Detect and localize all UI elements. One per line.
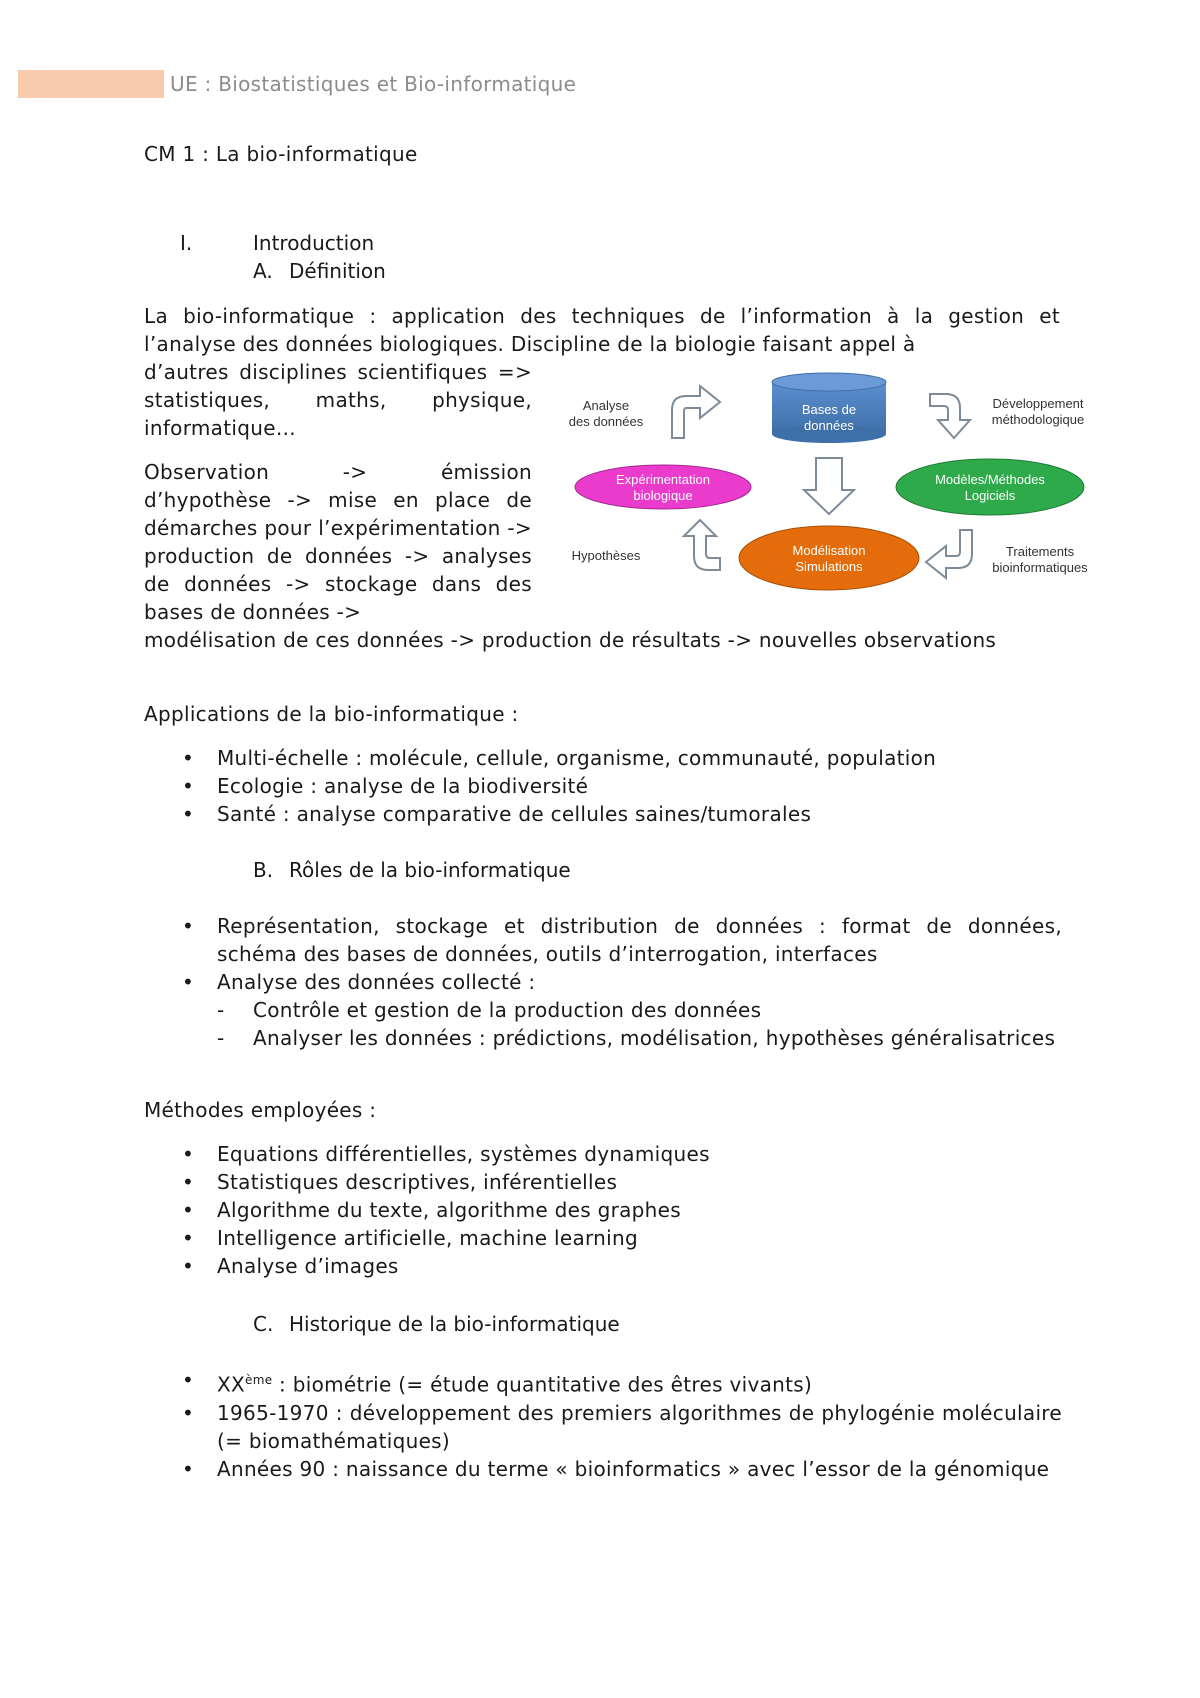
diagram-label-traitements-2: bioinformatiques: [992, 560, 1088, 575]
applications-list: [144, 744, 1062, 828]
arrow-down-icon: [804, 458, 854, 514]
bullet-icon: •: [182, 1226, 195, 1250]
list-item: [144, 912, 1062, 968]
list-item-text: Equations différentielles, systèmes dynamiques: [217, 1142, 710, 1166]
diagram-label-developpement: Développement: [992, 396, 1084, 411]
bullet-icon: •: [182, 746, 195, 770]
definition-paragraph-continued: d’autres disciplines scientifiques => statistiques, maths, physique, informatique…: [144, 360, 532, 440]
list-item-text: Statistiques descriptives, inférentielles: [217, 1170, 618, 1194]
list-item: [144, 772, 1062, 800]
list-item: [144, 1196, 1062, 1224]
list-item: [144, 744, 1062, 772]
bullet-icon: •: [182, 914, 195, 938]
bullet-icon: •: [182, 1368, 195, 1392]
subsection-heading-definition: [253, 259, 386, 283]
subsection-title: Rôles de la bio-informatique: [289, 858, 571, 882]
applications-label: Applications de la bio-informatique :: [144, 702, 519, 726]
observation-paragraph-end: modélisation de ces données -> production de résultats -> nouvelles observations: [144, 628, 997, 652]
list-item: [144, 1252, 1062, 1280]
subsection-letter: B.: [253, 858, 274, 882]
list-item: [144, 1224, 1062, 1252]
roles-sublist: [217, 996, 1062, 1052]
list-item-text: Analyse d’images: [217, 1254, 399, 1278]
subsection-heading-historique: [253, 1312, 620, 1336]
bullet-icon: •: [182, 1142, 195, 1166]
sub-list-item: [217, 1024, 1062, 1052]
list-item: [144, 1168, 1062, 1196]
bullet-icon: •: [182, 1170, 195, 1194]
diagram-label-bases: Bases de: [801, 402, 857, 417]
list-item: [144, 800, 1062, 828]
diagram-label-hypotheses: Hypothèses: [571, 548, 641, 563]
bullet-icon: •: [182, 802, 195, 826]
curved-arrow-up-right-icon: [672, 386, 720, 438]
bullet-icon: •: [182, 1400, 195, 1425]
list-item-text: Intelligence artificielle, machine learning: [217, 1226, 638, 1250]
section-number: I.: [180, 231, 193, 255]
bullet-icon: •: [182, 774, 195, 798]
methods-label: Méthodes employées :: [144, 1098, 377, 1122]
list-item-text: Santé : analyse comparative de cellules saines/tumorales: [217, 802, 812, 826]
subsection-letter: A.: [253, 259, 273, 283]
section-title: Introduction: [253, 231, 375, 255]
bullet-icon: •: [182, 1456, 195, 1481]
diagram-label-bases-2: données: [804, 418, 854, 433]
sub-list-item-text: Contrôle et gestion de la production des données: [253, 998, 762, 1022]
dash-icon: -: [217, 1026, 225, 1050]
bioinformatics-cycle-diagram: [560, 370, 1100, 600]
list-item-text: Représentation, stockage et distribution de données : format de données, schéma des bases de données, outils d’interrogation, interfaces: [217, 914, 1062, 966]
list-item-text: Ecologie : analyse de la biodiversité: [217, 774, 589, 798]
bullet-icon: •: [182, 1198, 195, 1222]
list-item: [144, 1366, 1062, 1399]
dash-icon: -: [217, 998, 225, 1022]
subsection-letter: C.: [253, 1312, 274, 1336]
history-list: [144, 1366, 1062, 1483]
diagram-label-modelisation-2: Simulations: [795, 559, 863, 574]
list-item-text: : biométrie (= étude quantitative des êtres vivants): [272, 1372, 813, 1397]
subsection-title: Historique de la bio-informatique: [289, 1312, 620, 1336]
list-item-text: 1965-1970 : développement des premiers algorithmes de phylogénie moléculaire (= biomathématiques): [217, 1400, 1062, 1453]
methods-list: [144, 1140, 1062, 1280]
list-item: [144, 1455, 1062, 1483]
list-item: [144, 1399, 1062, 1455]
definition-paragraph: La bio-informatique : application des techniques de l’information à la gestion et l’analyse des données biologiques. Discipline de la biologie faisant appel à: [144, 304, 1060, 356]
list-item-text: Multi-échelle : molécule, cellule, organisme, communauté, population: [217, 746, 937, 770]
sub-list-item: [217, 996, 1062, 1024]
header-bar: [18, 70, 164, 98]
sub-list-item-text: Analyser les données : prédictions, modélisation, hypothèses généralisatrices: [253, 1026, 1056, 1050]
diagram-label-experimentation-2: biologique: [633, 488, 693, 503]
diagram-label-experimentation: Expérimentation: [616, 472, 710, 487]
diagram-label-traitements: Traitements: [1005, 544, 1075, 559]
subsection-title: Définition: [289, 259, 386, 283]
bullet-icon: •: [182, 1254, 195, 1278]
header-title: UE : Biostatistiques et Bio-informatique: [170, 72, 577, 96]
list-item-text: Analyse des données collecté :: [217, 970, 536, 994]
curved-arrow-right-down-icon: [930, 394, 970, 438]
diagram-label-analyse-2: des données: [568, 414, 644, 429]
diagram-label-modeles: Modèles/Méthodes: [935, 472, 1045, 487]
list-item-text: Algorithme du texte, algorithme des graphes: [217, 1198, 681, 1222]
modelisation-ellipse: [739, 526, 919, 590]
diagram-label-developpement-2: méthodologique: [991, 412, 1085, 427]
curved-arrow-down-left-icon: [926, 530, 972, 578]
observation-paragraph: Observation -> émission d’hypothèse -> mise en place de démarches pour l’expérimentation -> production de données -> analyses de données -> stockage dans des bases de données ->: [144, 460, 532, 624]
diagram-label-analyse: Analyse: [582, 398, 630, 413]
diagram-label-modelisation: Modélisation: [792, 543, 866, 558]
modeles-ellipse: [896, 459, 1084, 515]
curved-arrow-up-left-return-icon: [684, 520, 720, 570]
course-title: CM 1 : La bio-informatique: [144, 142, 418, 166]
list-item-text: Années 90 : naissance du terme « bioinformatics » avec l’essor de la génomique: [217, 1456, 1050, 1481]
roles-list: [144, 912, 1062, 1052]
diagram-label-modeles-2: Logiciels: [964, 488, 1016, 503]
bullet-icon: •: [182, 970, 195, 994]
history-century: XX: [217, 1372, 246, 1397]
history-century-superscript: ème: [245, 1373, 273, 1387]
list-item: [144, 968, 1062, 1052]
subsection-heading-roles: [253, 858, 571, 882]
list-item: [144, 1140, 1062, 1168]
